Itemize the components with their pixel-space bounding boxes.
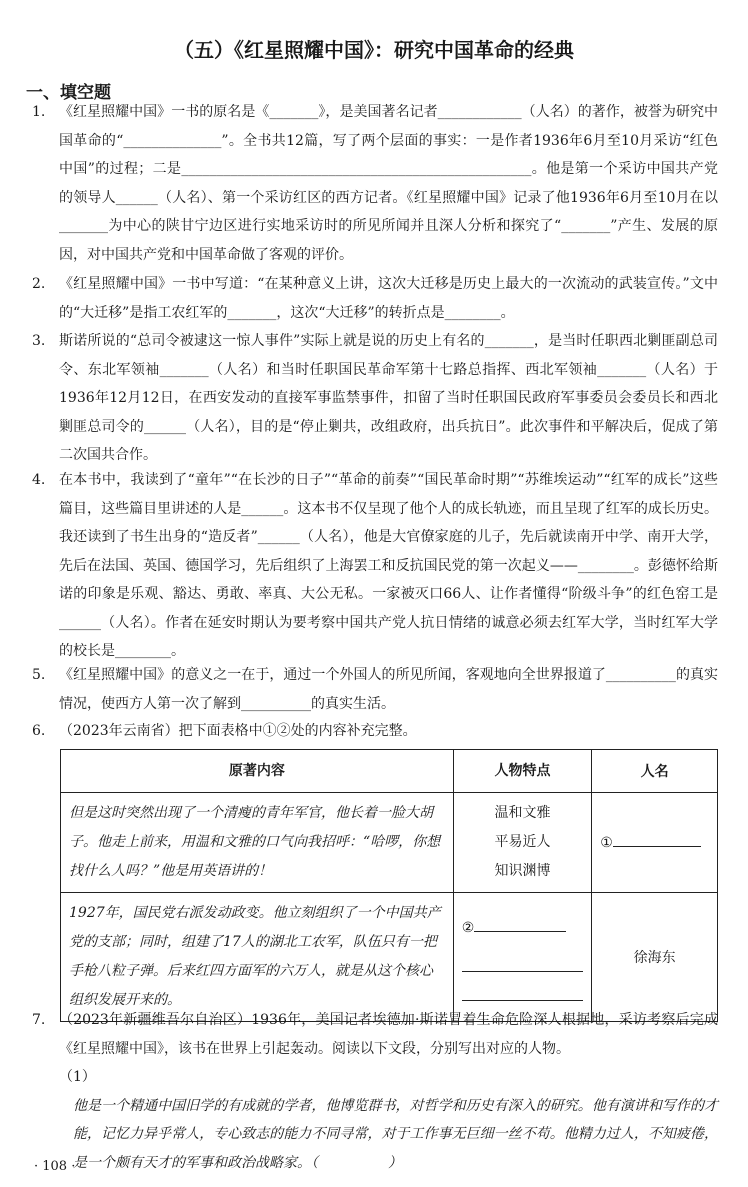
trait-blank-line: [462, 914, 584, 943]
sub-question-number: （1）: [59, 1069, 96, 1085]
table-cell-name: [592, 793, 718, 893]
blank-marker: ①: [600, 834, 613, 851]
question-3: [34, 327, 718, 470]
question-text: 斯诺所说的“总司令被逮这一惊人事件”实际上就是说的历史上有名的_______，是当时任职西北剿匪副总司令、东北军领袖_______（人名）和当时任职国民革命军第十七路总指挥、西北军领袖_______（人名）于1936年12月12日，在西安发动的直接军事监禁事件，扣留了当时任职国民政府军事委员会委员长和西北剿匪总司令的______（人名），目的是“停止剿共，改组政府，出兵抗日”。此次事件和平解决后，促成了第二次国共合作。: [59, 333, 718, 463]
question-text: （2023年云南省）把下面表格中①②处的内容补充完整。: [59, 723, 417, 739]
question-2: [34, 270, 718, 327]
question-4: [34, 466, 718, 666]
question-text: （2023年新疆维吾尔自治区）1936年，美国记者埃德加·斯诺冒着生命危险深人根据地，采访考察后完成《红星照耀中国》，该书在世界上引起轰动。阅读以下文段，分别写出对应的人物。: [59, 1012, 718, 1057]
sub-question-1: [34, 1063, 718, 1177]
trait-text: 温和文雅: [494, 805, 551, 821]
question-number: 6.: [32, 723, 46, 739]
question-text: 《红星照耀中国》一书的原名是《_______》，是美国著名记者____________（人名）的著作，被誉为研究中国革命的“______________”。全书共12篇，写了两个层面的事实：一是作者1936年6月至10月采访“红色中国”的过程；二是__________________________________________________。他是第一个采访中国共产党的领导人______（人名）、第一个采访红区的西方记者。《红星照耀中国》记录了他1936年6月至10月在以_______为中心的陕甘宁边区进行实地采访时的所见所闻并且深人分析和探究了“_______”产生、发展的原因，对中国共产党和中国革命做了客观的评价。: [59, 104, 718, 263]
question-1: [34, 98, 718, 269]
question-number: 2.: [32, 276, 46, 292]
question-number: 4.: [32, 472, 46, 488]
question-6: [34, 717, 718, 746]
trait-text: 知识渊博: [494, 863, 551, 879]
question-number: 7.: [32, 1012, 46, 1028]
section-heading: 一、填空题: [26, 83, 111, 103]
table-header-row: [61, 750, 718, 793]
question-number: 1.: [32, 104, 46, 120]
answer-blank[interactable]: [462, 943, 584, 972]
trait-text: 平易近人: [494, 834, 551, 850]
question-text: 《红星照耀中国》的意义之一在于，通过一个外国人的所见所闻，客观地向全世界报道了__________的真实情况，使西方人第一次了解到__________的真实生活。: [59, 667, 718, 712]
answer-blank[interactable]: [613, 846, 701, 847]
table-row: [61, 793, 718, 893]
question-text: 在本书中，我读到了“童年”“在长沙的日子”“革命的前奏”“国民革命时期”“苏维埃运动”“红军的成长”这些篇目，这些篇目里讲述的人是______。这本书不仅呈现了他个人的成长轨迹，而且呈现了红军的成长历史。我还读到了书生出身的“造反者”______（人名），他是大官僚家庭的儿子，先后就读南开中学、南开大学，先后在法国、英国、德国学习，先后组织了上海罢工和反抗国民党的第一次起义——________。彭德怀给斯诺的印象是乐观、豁达、勇敢、率真、大公无私。一家被灭口66人、让作者懂得“阶级斗争”的红色窑工是______（人名）。作者在延安时期认为要考察中国共产党人抗日情绪的诚意必须去红军大学，当时红军大学的校长是________。: [59, 472, 718, 659]
page-title: （五）《红星照耀中国》：研究中国革命的经典: [174, 38, 574, 62]
question-5: [34, 661, 718, 718]
sub-question-text: 他是一个精通中国旧学的有成就的学者，他博览群书，对哲学和历史有深入的研究。他有演讲和写作的才能，记忆力异乎常人，专心致志的能力不同寻常，对于工作事无巨细一丝不苟。他精力过人，不知疲倦，是一个颇有天才的军事和政治战略家。（ ）: [73, 1097, 718, 1171]
column-header-traits: 人物特点: [453, 750, 592, 793]
page-number: · 108 ·: [34, 1159, 76, 1174]
table-cell-content: 1927年，国民党右派发动政变。他立刻组织了一个中国共产党的支部；同时，组建了17人的湖北工农军，队伍只有一把手枪八粒子弹。后来红四方面军的六万人，就是从这个核心组织发展开来的。: [61, 893, 454, 1022]
table-row: [61, 893, 718, 1022]
blank-marker: ②: [461, 919, 475, 936]
answer-blank[interactable]: [462, 972, 584, 1001]
column-header-content: 原著内容: [61, 750, 454, 793]
table-cell-traits: [453, 893, 592, 1022]
table-cell-traits: [453, 793, 592, 893]
column-header-name: 人名: [592, 750, 718, 793]
table-cell-name: 徐海东: [592, 893, 718, 1022]
table-cell-content: 但是这时突然出现了一个清瘦的青年军官，他长着一脸大胡子。他走上前来，用温和文雅的口气向我招呼：“哈啰，你想找什么人吗？”他是用英语讲的！: [61, 793, 454, 893]
question-number: 3.: [32, 333, 46, 349]
answer-blank[interactable]: [474, 931, 566, 932]
question-7: [34, 1006, 718, 1177]
question-number: 5.: [32, 667, 46, 683]
answer-table: [60, 749, 718, 1022]
question-text: 《红星照耀中国》一书中写道：“在某种意义上讲，这次大迁移是历史上最大的一次流动的武装宣传。”文中的“大迁移”是指工农红军的_______，这次“大迁移”的转折点是________。: [59, 276, 718, 321]
